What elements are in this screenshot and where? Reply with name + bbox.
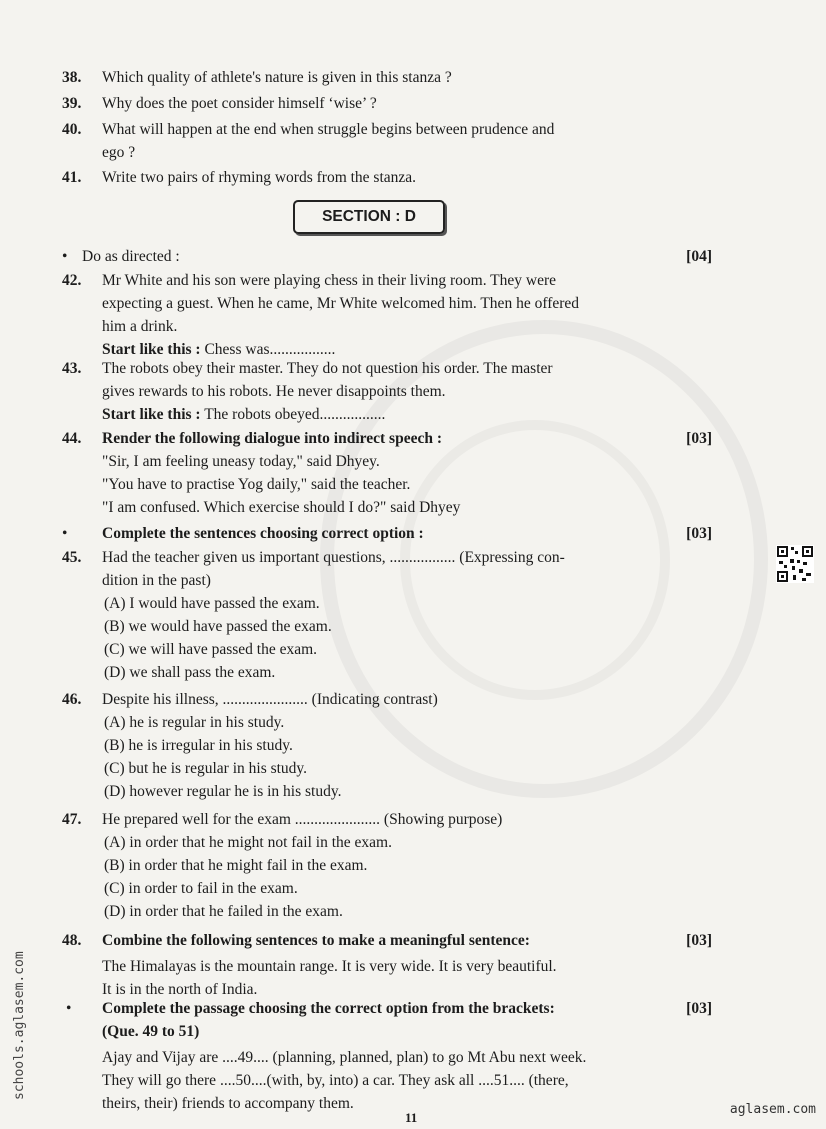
question-number: 46.	[62, 691, 82, 708]
passage-instruction: (Que. 49 to 51)	[102, 1023, 200, 1040]
option-c: (C) in order to fail in the exam.	[104, 880, 298, 897]
question-48	[62, 929, 712, 1001]
question-text-line: dition in the past)	[102, 572, 211, 589]
option-c: (C) we will have passed the exam.	[104, 641, 318, 658]
dialogue-line: "I am confused. Which exercise should I do?" said Dhyey	[102, 499, 461, 516]
question-number: 45.	[62, 549, 82, 566]
question-40	[62, 118, 712, 164]
option-c: (C) but he is regular in his study.	[104, 760, 308, 777]
option-b: (B) we would have passed the exam.	[104, 618, 332, 635]
dialogue-line: "Sir, I am feeling uneasy today," said Dhyey.	[102, 453, 380, 470]
question-number: 38.	[62, 69, 82, 86]
question-number: 39.	[62, 95, 82, 112]
question-43	[62, 357, 712, 426]
do-as-directed-heading	[62, 245, 712, 268]
marks-badge: [03]	[686, 1000, 712, 1017]
question-39	[62, 92, 712, 115]
corner-watermark-url: aglasem.com	[729, 1102, 816, 1117]
question-45	[62, 546, 712, 684]
question-text-line: gives rewards to his robots. He never disappoints them.	[102, 383, 446, 400]
question-text-line: him a drink.	[102, 318, 178, 335]
question-47	[62, 808, 712, 923]
question-text-line: Despite his illness, ...................... (Indicating contrast)	[102, 691, 438, 708]
question-text-line: The Himalayas is the mountain range. It is very wide. It is very beautiful.	[102, 958, 557, 975]
dialogue-line: "You have to practise Yog daily," said the teacher.	[102, 476, 411, 493]
option-d: (D) we shall pass the exam.	[104, 664, 276, 681]
question-text-line: It is in the north of India.	[102, 981, 258, 998]
marks-badge: [03]	[686, 430, 712, 447]
qr-code-icon	[776, 545, 814, 583]
bullet: •	[66, 1000, 72, 1017]
option-a: (A) in order that he might not fail in the exam.	[104, 834, 392, 851]
passage-line: theirs, their) friends to accompany them.	[102, 1095, 354, 1112]
option-d: (D) in order that he failed in the exam.	[104, 903, 343, 920]
question-41	[62, 166, 712, 189]
page-number: 11	[405, 1110, 418, 1125]
start-text: The robots obeyed.................	[204, 406, 386, 423]
question-text-line: Had the teacher given us important questions, ................. (Expressing con-	[102, 549, 565, 566]
start-text: Chess was.................	[204, 341, 336, 358]
question-number: 41.	[62, 169, 82, 186]
side-watermark-url: schools.aglasem.com	[12, 951, 27, 1100]
passage-question	[62, 997, 712, 1115]
complete-sentences-heading	[62, 522, 712, 545]
start-label: Start like this :	[102, 341, 201, 358]
marks-badge: [03]	[686, 525, 712, 542]
option-a: (A) I would have passed the exam.	[104, 595, 320, 612]
bullet: •	[62, 248, 68, 265]
question-number: 48.	[62, 932, 82, 949]
marks-badge: [03]	[686, 932, 712, 949]
instruction-text: Complete the sentences choosing correct option :	[102, 525, 424, 542]
start-label: Start like this :	[102, 406, 201, 423]
marks-badge: [04]	[686, 248, 712, 265]
question-44	[62, 427, 712, 519]
question-text-line: ego ?	[102, 144, 136, 161]
question-text-line: The robots obey their master. They do not question his order. The master	[102, 360, 553, 377]
question-instruction: Combine the following sentences to make a meaningful sentence:	[102, 932, 530, 949]
question-number: 47.	[62, 811, 82, 828]
question-text-line: What will happen at the end when struggle begins between prudence and	[102, 121, 555, 138]
question-number: 43.	[62, 360, 82, 377]
passage-line: Ajay and Vijay are ....49.... (planning, planned, plan) to go Mt Abu next week.	[102, 1049, 587, 1066]
question-42	[62, 269, 712, 361]
option-d: (D) however regular he is in his study.	[104, 783, 342, 800]
question-text-line: He prepared well for the exam ...................... (Showing purpose)	[102, 811, 503, 828]
question-text: Write two pairs of rhyming words from the stanza.	[102, 169, 417, 186]
question-38	[62, 66, 712, 89]
section-title: SECTION : D	[293, 200, 445, 234]
question-text: Which quality of athlete's nature is given in this stanza ?	[102, 69, 452, 86]
option-b: (B) he is irregular in his study.	[104, 737, 293, 754]
question-number: 40.	[62, 121, 82, 138]
question-46	[62, 688, 712, 803]
start-like-this	[102, 403, 712, 426]
option-b: (B) in order that he might fail in the exam.	[104, 857, 368, 874]
instruction-text: Do as directed :	[82, 248, 180, 265]
question-instruction: Render the following dialogue into indirect speech :	[102, 430, 442, 447]
question-number: 44.	[62, 430, 82, 447]
option-a: (A) he is regular in his study.	[104, 714, 285, 731]
question-number: 42.	[62, 272, 82, 289]
question-text-line: Mr White and his son were playing chess in their living room. They were	[102, 272, 556, 289]
question-text-line: expecting a guest. When he came, Mr White welcomed him. Then he offered	[102, 295, 580, 312]
bullet: •	[62, 525, 68, 542]
passage-instruction: Complete the passage choosing the correct option from the brackets:	[102, 1000, 555, 1017]
question-text: Why does the poet consider himself ‘wise’ ?	[102, 95, 377, 112]
passage-line: They will go there ....50....(with, by, into) a car. They ask all ....51.... (there,	[102, 1072, 569, 1089]
